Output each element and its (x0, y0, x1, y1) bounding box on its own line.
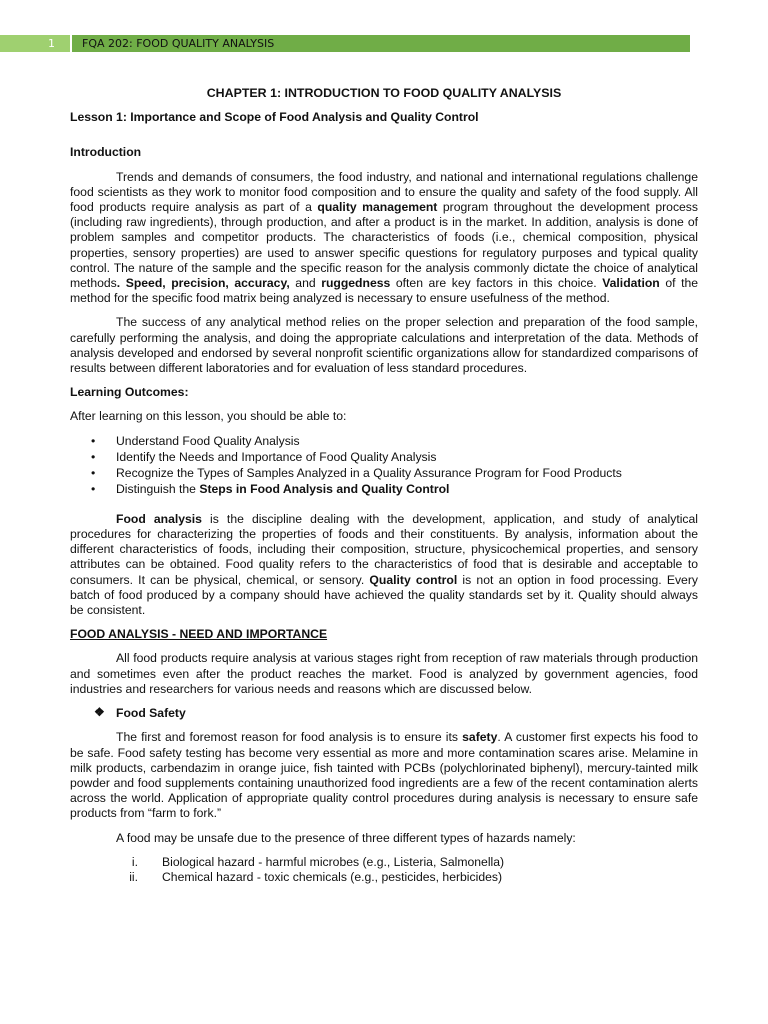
list-item-text: Understand Food Quality Analysis (116, 433, 300, 448)
list-numeral: ii. (129, 869, 138, 884)
hazard-list (70, 855, 698, 885)
list-item-text: Chemical hazard - toxic chemicals (e.g., pesticides, herbicides) (162, 869, 503, 884)
intro-paragraph-1 (70, 170, 698, 307)
food-analysis-paragraph (70, 512, 698, 618)
need-importance-paragraph: All food products require analysis at various stages right from reception of raw materials through production and sometimes even after the product reaches the market. Food is analyzed by government agencies, food industries and researchers for various needs and reasons which are discussed below. (70, 651, 698, 696)
text-span: of the method for the specific food matrix being analyzed is necessary to ensure usefulness of the method. (70, 276, 699, 306)
bold-validation: Validation (602, 276, 660, 291)
list-item (91, 465, 698, 481)
list-item-text: Distinguish the (116, 481, 200, 496)
text-span: and (289, 276, 322, 291)
page-header (0, 35, 690, 52)
bullet-icon: • (91, 449, 96, 464)
learning-outcomes-heading: Learning Outcomes: (70, 385, 189, 400)
bold-ruggedness: ruggedness (321, 276, 391, 291)
lesson-title: Lesson 1: Importance and Scope of Food Analysis and Quality Control (70, 110, 479, 125)
bullet-icon: • (91, 433, 96, 448)
bold-quality-management: quality management (317, 200, 438, 215)
text-span: often are key factors in this choice. (390, 276, 603, 291)
hazard-lead: A food may be unsafe due to the presence of three different types of hazards namely: (116, 830, 576, 845)
bold-speed-precision: . Speed, precision, accuracy, (116, 276, 290, 291)
intro-paragraph-2: The success of any analytical method relies on the proper selection and preparation of the food sample, carefully performing the analysis, and doing the appropriate calculations and interpretation of the data. Methods of analysis developed and endorsed by several nonprofit scientific organizations allow for standardized comparisons of results between different laboratories and for evaluation of less standard procedures. (70, 315, 698, 376)
bold-safety: safety (462, 730, 498, 745)
bullet-icon: • (91, 465, 96, 480)
diamond-bullet-icon: ❖ (94, 705, 105, 720)
list-item-text: Biological hazard - harmful microbes (e.g., Listeria, Salmonella) (162, 854, 505, 869)
document-body (70, 86, 698, 885)
text-span: Trends and demands of consumers, the food industry, and national and international regulations challenge food scientists as they work to monitor food composition and to ensure the quality and safety of the food supply. All food products require analysis as part of a (70, 169, 698, 215)
introduction-heading: Introduction (70, 145, 142, 160)
text-span: The first and foremost reason for food analysis is to ensure its (116, 730, 463, 745)
list-item (91, 433, 698, 449)
need-importance-heading: FOOD ANALYSIS - NEED AND IMPORTANCE (70, 627, 328, 642)
bullet-icon: • (91, 481, 96, 496)
list-item (91, 481, 698, 497)
bold-food-analysis: Food analysis (116, 511, 202, 526)
page-number: 1 (0, 35, 70, 52)
bold-quality-control: Quality control (369, 572, 458, 587)
list-item-text: Identify the Needs and Importance of Food Quality Analysis (116, 449, 437, 464)
food-safety-heading (94, 706, 698, 721)
food-safety-heading-text: Food Safety (116, 706, 186, 721)
list-item-bold-text: Steps in Food Analysis and Quality Control (199, 481, 450, 496)
text-span: program throughout the development process (including raw ingredients), through production, and after a product is in the market. In addition, analysis is done of problem samples and competitor products. The characteristics of foods (i.e., chemical composition, physical properties, sensory properties) are used to answer specific questions for regulatory purposes and typical quality control. The nature of the sample and the specific reason for the analysis commonly dictate the choice of analytical methods (70, 200, 698, 291)
course-title: FQA 202: FOOD QUALITY ANALYSIS (72, 35, 690, 52)
list-item (91, 449, 698, 465)
learning-outcomes-lead: After learning on this lesson, you should be able to: (70, 409, 347, 424)
text-span: is the discipline dealing with the development, application, and study of analytical procedures for characterizing the properties of foods and their constituents. By analysis, information about the different characteristics of foods, including their composition, structure, physicochemical properties, and sensory attributes can be obtained. Food quality refers to the characteristics of food that is desirable and acceptable to consumers. It can be physical, chemical, or sensory. (70, 511, 698, 587)
food-safety-paragraph (70, 730, 698, 821)
chapter-title: CHAPTER 1: INTRODUCTION TO FOOD QUALITY ANALYSIS (206, 86, 562, 100)
learning-outcomes-list (70, 434, 698, 497)
list-numeral: i. (131, 854, 138, 869)
list-item (70, 870, 698, 885)
text-span: . A customer first expects his food to be safe. Food safety testing has become very essential as more and more contamination scares arise. Melamine in milk products, carbendazim in orange juice, fish tainted with PCBs (polychlorinated biphenyl), mercury-tainted milk powder and food supplements containing unauthorized food ingredients are a few of the recent contamination alerts across the world. Application of appropriate quality control procedures during analysis is necessary to ensure safe products from “farm to fork.” (70, 730, 699, 821)
list-item-text: Recognize the Types of Samples Analyzed in a Quality Assurance Program for Food Products (116, 465, 622, 480)
list-item (70, 855, 698, 870)
text-span: is not an option in food processing. Every batch of food produced by a company should have achieved the quality standards set by it. Quality should always be consistent. (70, 572, 698, 618)
